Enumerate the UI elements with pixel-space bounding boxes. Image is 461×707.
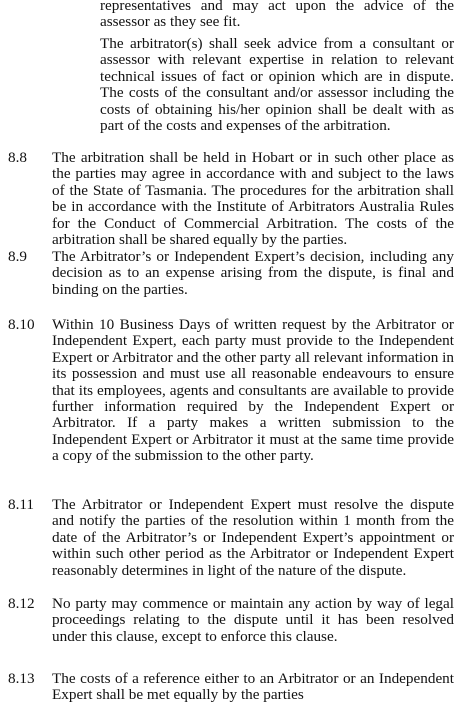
- clause-text-8-11: The Arbitrator or Independent Expert must resolve the dispute and notify the parties of the resolution within 1 month from the date of the Arbitrator’s or Independent Expert’s appointment or within such other period as the Arbitrator or Independent Expert reasonably determines in light of the nature of the dispute.: [52, 496, 454, 579]
- clause-number-8-8: 8.8: [8, 149, 27, 166]
- clause-number-8-13: 8.13: [8, 670, 35, 687]
- clause-text-8-13: The costs of a reference either to an Arbitrator or an Independent Expert shall be met equally by the parties: [52, 670, 454, 704]
- clause-text-8-10: Within 10 Business Days of written request by the Arbitrator or Independent Expert, each party must provide to the Independent Expert or Arbitrator and the other party all relevant information in its possession and must use all reasonable endeavours to ensure that its employees, agents and consultants are available to provide further information required by the Independent Expert or Arbitrator. If a party makes a written submission to the Independent Expert or Arbitrator it must at the same time provide a copy of the submission to the other party.: [52, 316, 454, 465]
- clause-number-8-9: 8.9: [8, 248, 27, 265]
- clause-number-8-11: 8.11: [8, 496, 35, 513]
- continuation-paragraph-1: representatives and may act upon the advice of the assessor as they see fit.: [100, 0, 454, 31]
- continuation-paragraph-2: The arbitrator(s) shall seek advice from a consultant or assessor with relevant expertise in relation to relevant technical issues of fact or opinion which are in dispute. The costs of the consultant and/or assessor including the costs of obtaining his/her opinion shall be dealt with as part of the costs and expenses of the arbitration.: [100, 35, 454, 135]
- clause-text-8-8: The arbitration shall be held in Hobart or in such other place as the parties may agree in accordance with and subject to the laws of the State of Tasmania. The procedures for the arbitration shall be in accordance with the Institute of Arbitrators Australia Rules for the Conduct of Commercial Arbitration. The costs of the arbitration shall be shared equally by the parties.: [52, 149, 454, 249]
- clause-text-8-9: The Arbitrator’s or Independent Expert’s decision, including any decision as to an expense arising from the dispute, is final and binding on the parties.: [52, 248, 454, 298]
- clause-text-8-12: No party may commence or maintain any action by way of legal proceedings relating to the dispute until it has been resolved under this clause, except to enforce this clause.: [52, 595, 454, 645]
- clause-number-8-12: 8.12: [8, 595, 35, 612]
- clause-number-8-10: 8.10: [8, 316, 35, 333]
